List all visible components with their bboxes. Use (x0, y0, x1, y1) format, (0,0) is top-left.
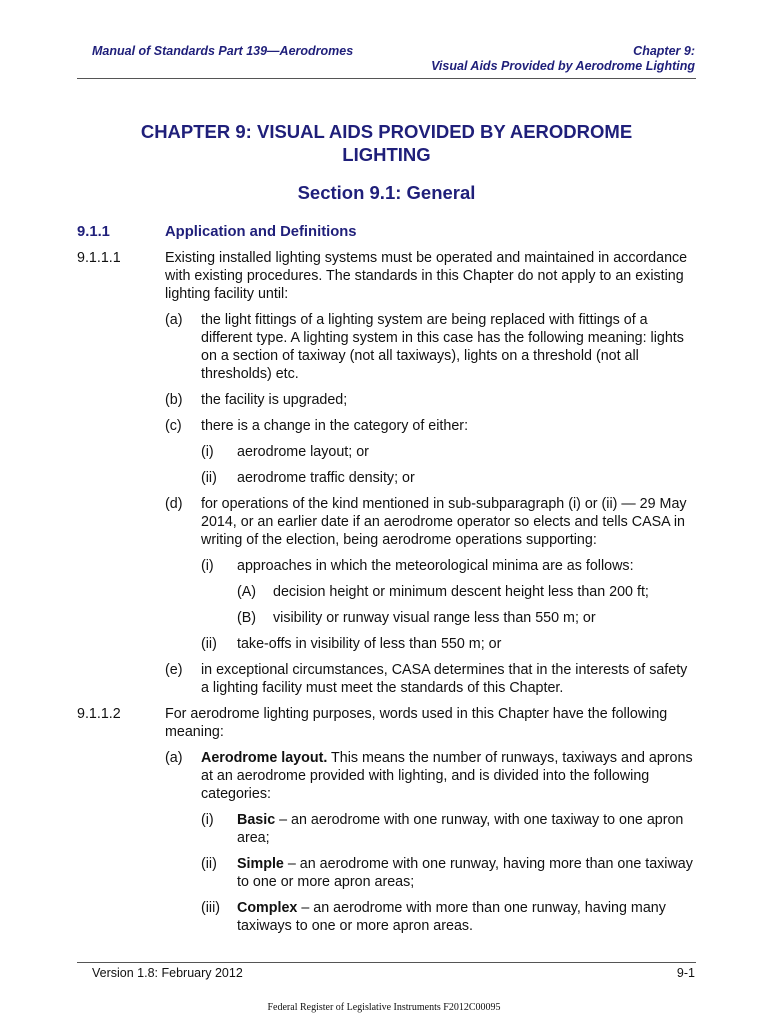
item-label: (B) (237, 610, 257, 626)
category-item (77, 899, 697, 935)
subsection-number: 9.1.1 (77, 224, 110, 240)
item-text: take-offs in visibility of less than 550 m; or (237, 636, 502, 652)
section-title: Section 9.1: General (297, 182, 476, 203)
header-rule (77, 78, 696, 79)
item-label: (e) (165, 662, 183, 678)
header-chapter-title: Visual Aids Provided by Aerodrome Lighting (431, 59, 695, 73)
list-item (77, 417, 697, 435)
item-text: for operations of the kind mentioned in sub-subparagraph (i) or (ii) — 29 May 2014, or an earlier date if an aerodrome operator so elects and tells CASA in writing of the election, being aerodrome operations supporting: (201, 496, 687, 548)
item-text (201, 749, 697, 803)
item-label: (b) (165, 392, 183, 408)
list-item (77, 469, 697, 487)
chapter-title-line2: LIGHTING (342, 144, 431, 165)
list-item (77, 661, 697, 697)
subsection-heading (77, 223, 697, 241)
item-text: visibility or runway visual range less than 550 m; or (273, 610, 596, 626)
item-label: (i) (201, 558, 214, 574)
item-label: (ii) (201, 856, 217, 872)
chapter-title (77, 120, 696, 166)
item-text: aerodrome traffic density; or (237, 470, 415, 486)
list-item (77, 443, 697, 461)
paragraph-number: 9.1.1.1 (77, 250, 121, 266)
item-label: (iii) (201, 900, 221, 916)
page-number: 9-1 (676, 966, 695, 980)
list-item (77, 609, 697, 627)
item-label: (ii) (201, 470, 217, 486)
list-item (77, 311, 697, 383)
item-text (237, 811, 697, 847)
definition-item (77, 749, 697, 803)
item-text (237, 855, 697, 891)
item-text: the facility is upgraded; (201, 392, 348, 408)
item-label: (A) (237, 584, 257, 600)
definition-text: This means the number of runways, taxiways and aprons at an aerodrome provided with lighting, and is divided into the following categories: (201, 750, 693, 802)
item-text: in exceptional circumstances, CASA determines that in the interests of safety a lighting facility must meet the standards of this Chapter. (201, 662, 688, 696)
category-text: – an aerodrome with one runway, with one taxiway to one apron area; (237, 812, 684, 846)
running-header-left: Manual of Standards Part 139—Aerodromes (92, 44, 354, 58)
document-body (77, 223, 697, 943)
category-term: Complex (237, 900, 298, 916)
header-chapter-number: Chapter 9: (633, 44, 695, 58)
item-text: decision height or minimum descent height less than 200 ft; (273, 584, 649, 600)
version-footer: Version 1.8: February 2012 (92, 966, 243, 980)
item-text: aerodrome layout; or (237, 444, 369, 460)
category-item (77, 855, 697, 891)
footer-rule (77, 962, 696, 963)
category-term: Basic (237, 812, 276, 828)
item-text: there is a change in the category of either: (201, 418, 469, 434)
register-footer: Federal Register of Legislative Instruments F2012C00095 (267, 1002, 501, 1013)
paragraph-text: For aerodrome lighting purposes, words used in this Chapter have the following meaning: (165, 706, 668, 740)
item-label: (c) (165, 418, 182, 434)
list-item (77, 583, 697, 601)
category-term: Simple (237, 856, 284, 872)
subsection-title: Application and Definitions (165, 224, 357, 240)
item-text (237, 899, 697, 935)
item-text: approaches in which the meteorological minima are as follows: (237, 558, 634, 574)
chapter-title-line1: CHAPTER 9: VISUAL AIDS PROVIDED BY AERODROME (140, 121, 633, 142)
paragraph-number: 9.1.1.2 (77, 706, 121, 722)
item-label: (i) (201, 812, 214, 828)
item-label: (a) (165, 312, 183, 328)
list-item (77, 557, 697, 575)
item-label: (ii) (201, 636, 217, 652)
item-label: (i) (201, 444, 214, 460)
list-item (77, 495, 697, 549)
paragraph-9-1-1-2 (77, 705, 697, 741)
category-text: – an aerodrome with more than one runway, having many taxiways to one or more apron areas. (237, 900, 666, 934)
category-text: – an aerodrome with one runway, having more than one taxiway to one or more apron areas; (237, 856, 693, 890)
running-header-right (431, 44, 695, 74)
item-label: (d) (165, 496, 183, 512)
list-item (77, 391, 697, 409)
item-label: (a) (165, 750, 183, 766)
defined-term: Aerodrome layout. (201, 750, 328, 766)
paragraph-text: Existing installed lighting systems must be operated and maintained in accordance with existing procedures. The standards in this Chapter do not apply to an existing lighting facility until: (165, 250, 688, 302)
category-item (77, 811, 697, 847)
list-item (77, 635, 697, 653)
paragraph-9-1-1-1 (77, 249, 697, 303)
item-text: the light fittings of a lighting system are being replaced with fittings of a different type. A lighting system in this case has the following meaning: lights on a section of taxiway (not all taxiways), lights on a threshold (not all thresholds) etc. (201, 312, 684, 382)
